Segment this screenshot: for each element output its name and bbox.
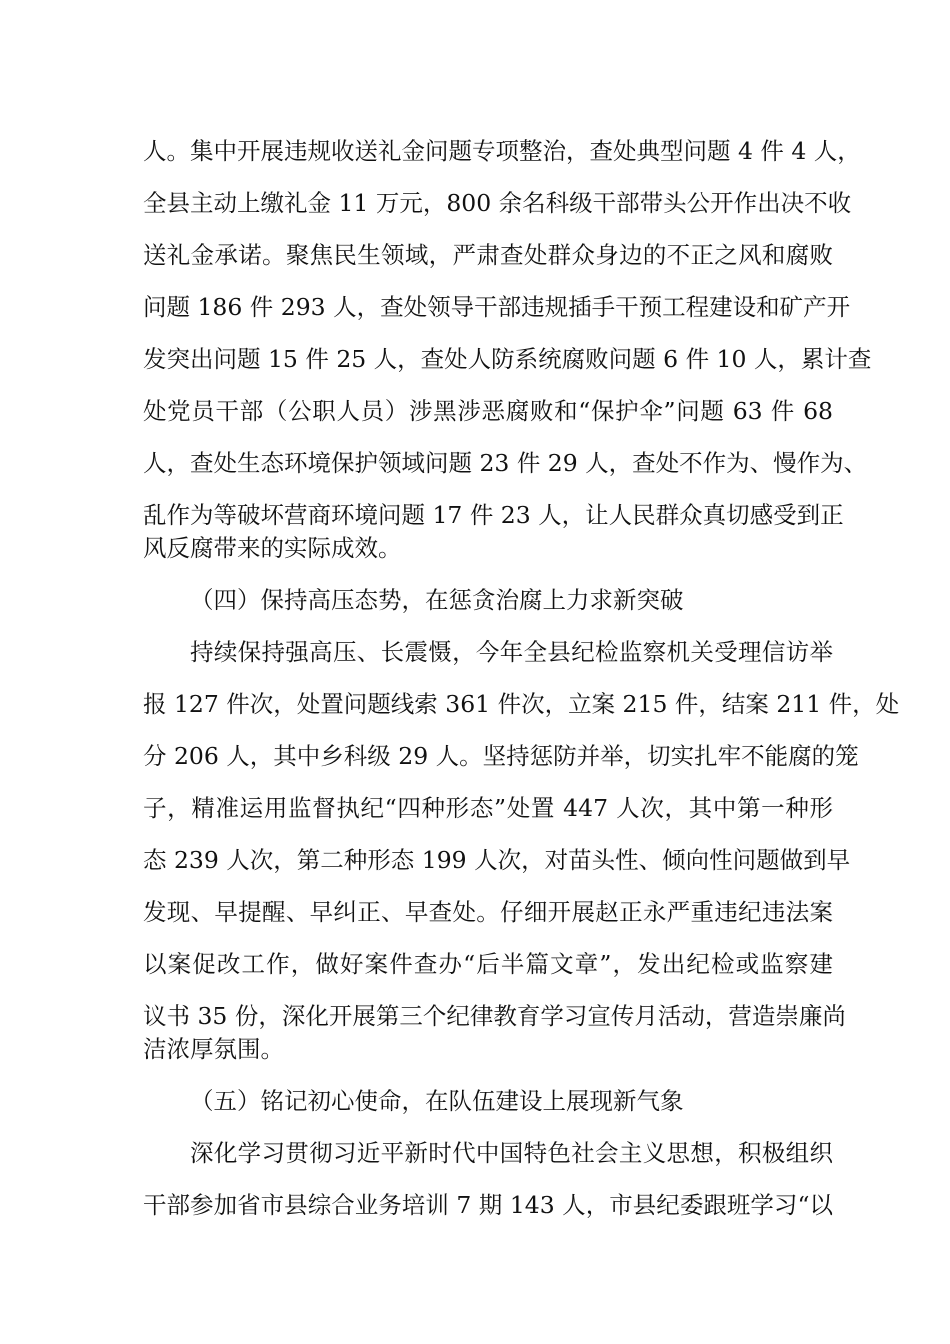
- paragraph-line: 处党员干部（公职人员）涉黑涉恶腐败和“保护伞”问题 63 件 68: [143, 397, 833, 425]
- paragraph-line: 乱作为等破坏营商环境问题 17 件 23 人，让人民群众真切感受到正: [143, 501, 844, 529]
- section-heading: （四）保持高压态势，在惩贪治腐上力求新突破: [190, 586, 684, 614]
- paragraph-line: 发现、早提醒、早纠正、早查处。仔细开展赵正永严重违纪违法案: [143, 898, 833, 926]
- paragraph-line: 发突出问题 15 件 25 人，查处人防系统腐败问题 6 件 10 人，累计查: [143, 345, 872, 373]
- section-heading: （五）铭记初心使命，在队伍建设上展现新气象: [190, 1087, 684, 1115]
- paragraph-line: 送礼金承诺。聚焦民生领域，严肃查处群众身边的不正之风和腐败: [143, 241, 833, 269]
- paragraph-line: 人，查处生态环境保护领域问题 23 件 29 人，查处不作为、慢作为、: [143, 449, 868, 477]
- paragraph-line: 以案促改工作，做好案件查办“后半篇文章”，发出纪检或监察建: [143, 950, 833, 978]
- paragraph-line: 持续保持强高压、长震慑，今年全县纪检监察机关受理信访举: [190, 638, 833, 666]
- paragraph-line: 全县主动上缴礼金 11 万元，800 余名科级干部带头公开作出决不收: [143, 189, 852, 217]
- paragraph-line: 深化学习贯彻习近平新时代中国特色社会主义思想，积极组织: [190, 1139, 833, 1167]
- paragraph-line: 干部参加省市县综合业务培训 7 期 143 人，市县纪委跟班学习“以: [143, 1191, 833, 1219]
- paragraph-line: 议书 35 份，深化开展第三个纪律教育学习宣传月活动，营造崇廉尚: [143, 1002, 846, 1030]
- paragraph-line: 分 206 人，其中乡科级 29 人。坚持惩防并举，切实扎牢不能腐的笼: [143, 742, 859, 770]
- paragraph-line: 风反腐带来的实际成效。: [143, 534, 402, 562]
- paragraph-line: 人。集中开展违规收送礼金问题专项整治，查处典型问题 4 件 4 人，: [143, 137, 861, 165]
- paragraph-line: 子，精准运用监督执纪“四种形态”处置 447 人次，其中第一种形: [143, 794, 833, 822]
- paragraph-line: 洁浓厚氛围。: [143, 1035, 284, 1063]
- paragraph-line: 问题 186 件 293 人，查处领导干部违规插手干预工程建设和矿产开: [143, 293, 851, 321]
- paragraph-line: 报 127 件次，处置问题线索 361 件次，立案 215 件，结案 211 件，处: [143, 690, 900, 718]
- paragraph-line: 态 239 人次，第二种形态 199 人次，对苗头性、倾向性问题做到早: [143, 846, 851, 874]
